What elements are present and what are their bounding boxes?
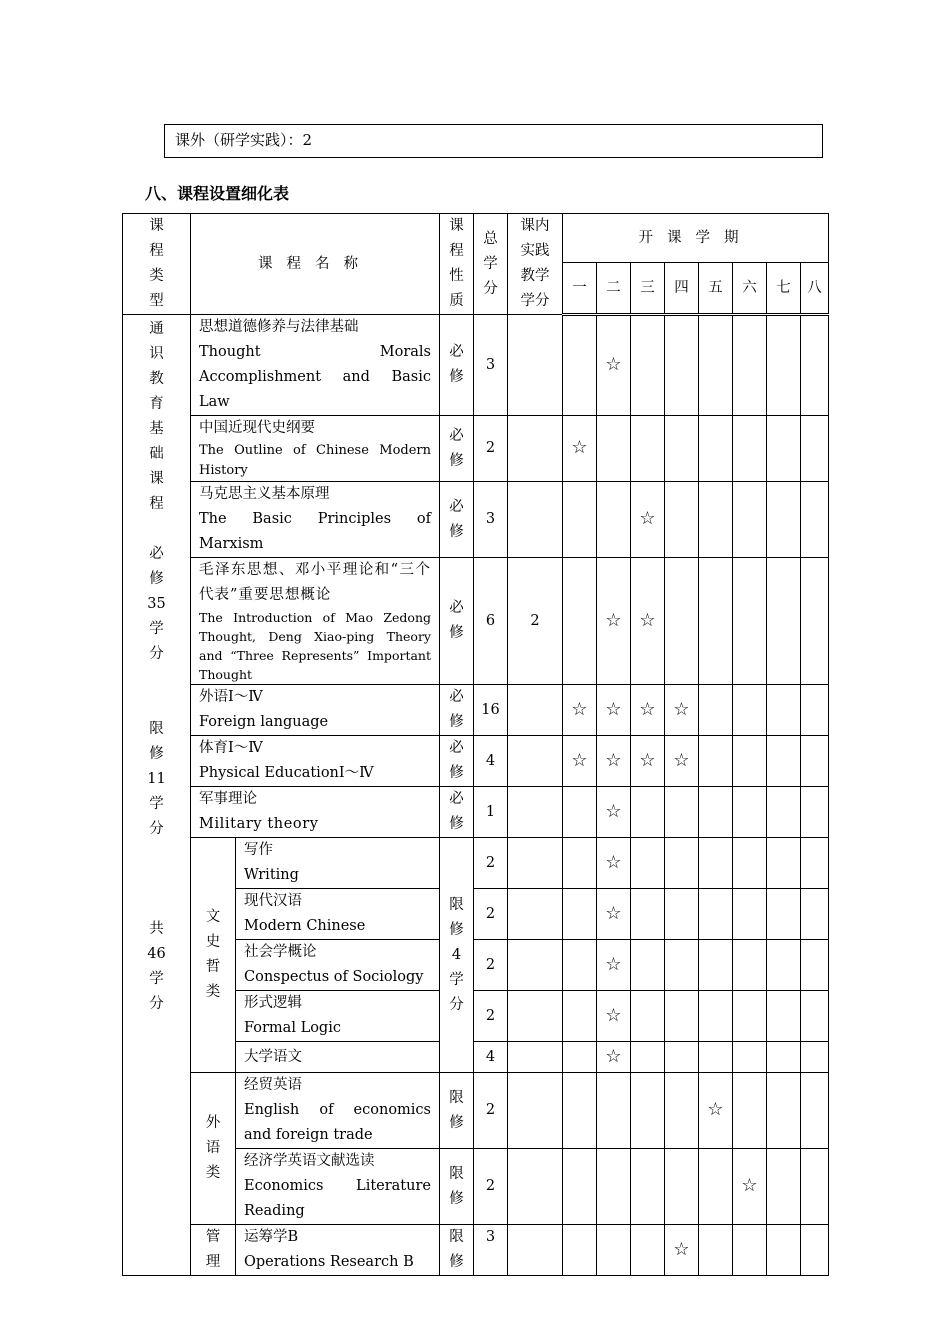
course-nature: 必修 [440, 787, 474, 838]
header-total-credit: 总学分 [474, 214, 508, 315]
course-name-en: English of economics and foreign trade [244, 1102, 431, 1143]
subcategory-foreign: 外语类 [191, 1073, 236, 1225]
semester-cell [733, 889, 767, 940]
semester-star-mark: ☆ [639, 508, 656, 529]
course-name-cn: 思想道德修养与法律基础 [199, 319, 359, 335]
semester-cell [665, 315, 699, 416]
course-name-cn: 外语Ⅰ～Ⅳ [199, 689, 263, 705]
course-name-cell [236, 838, 440, 889]
semester-cell [801, 991, 829, 1042]
header-nature: 课程性质 [440, 214, 474, 315]
semester-cell [631, 416, 665, 482]
semester-cell [665, 685, 699, 736]
semester-cell [563, 558, 597, 685]
semester-cell [699, 558, 733, 685]
semester-cell [597, 991, 631, 1042]
semester-cell [631, 685, 665, 736]
semester-cell [563, 1073, 597, 1149]
course-credit: 2 [474, 1073, 508, 1149]
course-credit: 2 [474, 838, 508, 889]
course-credit: 2 [474, 1149, 508, 1225]
course-name-cn: 大学语文 [244, 1048, 302, 1065]
table-row [123, 315, 829, 416]
semester-cell [733, 940, 767, 991]
course-credit: 1 [474, 787, 508, 838]
course-credit: 3 [474, 315, 508, 416]
semester-cell [563, 1225, 597, 1276]
semester-cell [631, 482, 665, 558]
semester-cell [597, 685, 631, 736]
course-name-cell [236, 889, 440, 940]
semester-cell [801, 787, 829, 838]
semester-star-mark: ☆ [605, 698, 622, 720]
course-name-en: Conspectus of Sociology [244, 969, 424, 985]
table-row [123, 838, 829, 889]
semester-cell [563, 685, 597, 736]
semester-cell [733, 1042, 767, 1073]
semester-cell [597, 787, 631, 838]
semester-cell [699, 736, 733, 787]
course-name-cn: 写作 [244, 842, 273, 858]
semester-star-mark: ☆ [605, 851, 622, 873]
semester-cell [733, 736, 767, 787]
semester-cell [733, 991, 767, 1042]
course-name-en: Operations Research B [244, 1254, 414, 1270]
course-name-cn: 体育Ⅰ～Ⅳ [199, 740, 263, 756]
semester-cell [631, 991, 665, 1042]
course-name-en: Modern Chinese [244, 918, 366, 934]
course-name-cell [191, 482, 440, 558]
course-name-en: Writing [244, 867, 299, 883]
semester-cell [733, 787, 767, 838]
course-name-en: The Basic Principles of Marxism [199, 511, 431, 552]
category-cell [123, 315, 191, 1276]
semester-cell [699, 838, 733, 889]
semester-cell [767, 416, 801, 482]
course-practice [508, 1225, 563, 1276]
semester-cell [767, 558, 801, 685]
semester-cell [767, 1225, 801, 1276]
semester-cell [665, 991, 699, 1042]
course-credit: 16 [474, 685, 508, 736]
semester-cell [733, 416, 767, 482]
semester-star-mark: ☆ [605, 609, 622, 631]
course-practice [508, 1149, 563, 1225]
semester-cell [699, 787, 733, 838]
course-name-cn: 现代汉语 [244, 893, 302, 909]
course-practice: 2 [508, 558, 563, 685]
semester-cell [767, 889, 801, 940]
semester-cell [801, 558, 829, 685]
semester-cell [597, 1149, 631, 1225]
course-practice [508, 736, 563, 787]
semester-cell [801, 315, 829, 416]
table-row [123, 482, 829, 558]
semester-cell [631, 838, 665, 889]
course-name-cell [191, 685, 440, 736]
header-category: 课程类型 [123, 214, 191, 315]
semester-cell [631, 558, 665, 685]
course-name-cell [236, 1225, 440, 1276]
semester-cell [699, 1042, 733, 1073]
course-credit: 2 [474, 991, 508, 1042]
semester-star-mark: ☆ [707, 1099, 724, 1120]
semester-star-mark: ☆ [571, 698, 588, 720]
semester-cell [597, 416, 631, 482]
semester-cell [665, 889, 699, 940]
semester-cell [665, 736, 699, 787]
semester-cell [597, 1042, 631, 1073]
course-credit: 2 [474, 889, 508, 940]
semester-cell [801, 416, 829, 482]
course-nature: 必修 [440, 315, 474, 416]
course-name-cn: 形式逻辑 [244, 995, 302, 1011]
semester-star-mark: ☆ [605, 354, 622, 375]
course-practice [508, 416, 563, 482]
semester-cell [767, 1073, 801, 1149]
category-total-label: 共46学分 [147, 921, 166, 1012]
table-row [123, 1073, 829, 1149]
course-nature: 限修 [440, 1225, 474, 1276]
semester-cell [631, 1149, 665, 1225]
course-nature: 限修 [440, 1149, 474, 1225]
semester-star-mark: ☆ [741, 1175, 758, 1196]
course-name-cell [236, 1073, 440, 1149]
semester-cell [801, 940, 829, 991]
extracurricular-text: 课外（研学实践）：2 [175, 131, 313, 149]
course-name-en: Thought Morals Accomplishment and Basic Law [199, 344, 431, 410]
course-practice [508, 889, 563, 940]
course-name-cell [236, 991, 440, 1042]
table-row [123, 416, 829, 482]
course-practice [508, 940, 563, 991]
semester-cell [631, 889, 665, 940]
semester-cell [699, 685, 733, 736]
semester-star-mark: ☆ [605, 1004, 622, 1026]
header-practice-credit: 课内实践教学学分 [508, 214, 563, 315]
semester-cell [631, 1042, 665, 1073]
course-name-cell [236, 940, 440, 991]
semester-cell [801, 685, 829, 736]
semester-cell [767, 787, 801, 838]
course-credit: 2 [474, 416, 508, 482]
semester-star-mark: ☆ [605, 902, 622, 924]
course-name-en: The Introduction of Mao Zedong Thought, Deng Xiao-ping Theory and “Three Represents” Important Thought [199, 610, 431, 682]
semester-cell [699, 889, 733, 940]
course-schedule-table [122, 213, 829, 1276]
semester-cell [733, 1073, 767, 1149]
semester-cell [699, 482, 733, 558]
semester-cell [699, 991, 733, 1042]
category-limited-label: 限修11学分 [147, 721, 166, 837]
semester-cell [665, 482, 699, 558]
semester-star-mark: ☆ [571, 437, 588, 458]
course-practice [508, 1073, 563, 1149]
course-nature: 限修 [440, 1073, 474, 1149]
semester-cell [665, 1042, 699, 1073]
semester-cell [801, 482, 829, 558]
semester-header: 四 [665, 263, 699, 315]
semester-cell [733, 838, 767, 889]
semester-star-mark: ☆ [639, 698, 656, 720]
semester-cell [767, 940, 801, 991]
semester-cell [631, 940, 665, 991]
semester-cell [801, 1149, 829, 1225]
table-row [123, 558, 829, 685]
semester-cell [563, 838, 597, 889]
semester-cell [665, 940, 699, 991]
limited-group-nature: 限修4学分 [440, 838, 474, 1073]
course-name-en: Economics Literature Reading [244, 1178, 431, 1219]
semester-cell [563, 1149, 597, 1225]
course-name-cn: 毛泽东思想、邓小平理论和“三个代表”重要思想概论 [199, 562, 431, 603]
course-name-cell [191, 787, 440, 838]
course-nature: 必修 [440, 685, 474, 736]
semester-cell [801, 889, 829, 940]
semester-cell [597, 736, 631, 787]
semester-cell [767, 1149, 801, 1225]
semester-cell [563, 889, 597, 940]
course-credit: 4 [474, 1042, 508, 1073]
semester-cell [597, 940, 631, 991]
subcategory-management: 管理 [191, 1225, 236, 1276]
course-name-cn: 马克思主义基本原理 [199, 486, 330, 502]
semester-cell [767, 315, 801, 416]
course-credit: 3 [474, 482, 508, 558]
semester-cell [733, 685, 767, 736]
semester-cell [563, 736, 597, 787]
course-name-cell [191, 558, 440, 685]
semester-cell [665, 787, 699, 838]
semester-star-mark: ☆ [605, 749, 622, 771]
semester-star-mark: ☆ [673, 698, 690, 720]
semester-cell [597, 315, 631, 416]
course-name-cell [191, 416, 440, 482]
course-name-cn: 军事理论 [199, 791, 257, 807]
semester-header: 一 [563, 263, 597, 315]
semester-cell [631, 736, 665, 787]
subcategory-literature: 文史哲类 [191, 838, 236, 1073]
semester-star-mark: ☆ [639, 749, 656, 771]
course-name-en: Physical EducationⅠ～Ⅳ [199, 765, 374, 781]
semester-cell [563, 787, 597, 838]
table-row [123, 736, 829, 787]
table-row [123, 1225, 829, 1276]
section-heading: 八、课程设置细化表 [145, 184, 290, 203]
semester-cell [665, 838, 699, 889]
table-row [123, 685, 829, 736]
semester-cell [665, 1073, 699, 1149]
semester-cell [563, 482, 597, 558]
course-practice [508, 1042, 563, 1073]
semester-cell [665, 558, 699, 685]
semester-cell [733, 315, 767, 416]
course-name-en: Military theory [199, 816, 319, 832]
course-name-cell [191, 315, 440, 416]
semester-cell [563, 991, 597, 1042]
semester-cell [767, 482, 801, 558]
semester-cell [801, 1225, 829, 1276]
category-required-label: 必修35学分 [147, 546, 166, 662]
course-name-cn: 运筹学B [244, 1229, 299, 1245]
extracurricular-box [164, 124, 823, 158]
semester-cell [733, 558, 767, 685]
course-name-cn: 社会学概论 [244, 944, 317, 960]
course-credit: 6 [474, 558, 508, 685]
course-name-en: Formal Logic [244, 1020, 341, 1036]
semester-cell [665, 1149, 699, 1225]
course-nature: 必修 [440, 416, 474, 482]
semester-cell [733, 482, 767, 558]
semester-cell [767, 838, 801, 889]
semester-cell [563, 416, 597, 482]
semester-cell [597, 558, 631, 685]
course-nature: 必修 [440, 736, 474, 787]
semester-cell [665, 1225, 699, 1276]
course-nature: 必修 [440, 482, 474, 558]
course-name-cell [236, 1042, 440, 1073]
course-name-cn: 经贸英语 [244, 1077, 302, 1093]
semester-cell [699, 1149, 733, 1225]
semester-cell [597, 1225, 631, 1276]
course-name-en: Foreign language [199, 714, 329, 730]
semester-star-mark: ☆ [673, 1238, 690, 1260]
semester-cell [699, 1225, 733, 1276]
header-course-name: 课程名称 [191, 214, 440, 315]
course-name-cn: 中国近现代史纲要 [199, 420, 315, 436]
semester-star-mark: ☆ [605, 1045, 622, 1067]
semester-star-mark: ☆ [605, 800, 622, 822]
semester-cell [563, 940, 597, 991]
semester-header: 六 [733, 263, 767, 315]
course-name-cell [236, 1149, 440, 1225]
course-practice [508, 787, 563, 838]
semester-cell [699, 416, 733, 482]
course-credit: 3 [474, 1225, 508, 1276]
course-practice [508, 838, 563, 889]
course-credit: 2 [474, 940, 508, 991]
semester-cell [597, 1073, 631, 1149]
semester-cell [767, 991, 801, 1042]
course-name-cn: 经济学英语文献选读 [244, 1153, 375, 1169]
course-name-en: The Outline of Chinese Modern History [199, 443, 431, 478]
semester-cell [631, 1073, 665, 1149]
course-practice [508, 991, 563, 1042]
semester-cell [631, 1225, 665, 1276]
table-row [123, 787, 829, 838]
semester-header: 五 [699, 263, 733, 315]
semester-cell [699, 315, 733, 416]
course-name-cell [191, 736, 440, 787]
semester-cell [563, 315, 597, 416]
semester-cell [597, 838, 631, 889]
semester-cell [733, 1149, 767, 1225]
semester-header: 二 [597, 263, 631, 315]
semester-star-mark: ☆ [673, 749, 690, 771]
semester-header: 三 [631, 263, 665, 315]
semester-cell [563, 1042, 597, 1073]
semester-cell [631, 787, 665, 838]
semester-cell [801, 736, 829, 787]
semester-header: 七 [767, 263, 801, 315]
semester-star-mark: ☆ [571, 749, 588, 771]
course-credit: 4 [474, 736, 508, 787]
semester-cell [767, 685, 801, 736]
course-nature: 必修 [440, 558, 474, 685]
course-practice [508, 482, 563, 558]
semester-cell [801, 1073, 829, 1149]
semester-cell [597, 889, 631, 940]
semester-cell [699, 1073, 733, 1149]
semester-cell [699, 940, 733, 991]
course-practice [508, 685, 563, 736]
course-practice [508, 315, 563, 416]
semester-header: 八 [801, 263, 829, 315]
semester-cell [767, 736, 801, 787]
category-main-label: 通识教育基础课程 [149, 321, 164, 512]
semester-star-mark: ☆ [605, 953, 622, 975]
semester-cell [733, 1225, 767, 1276]
semester-cell [631, 315, 665, 416]
semester-cell [767, 1042, 801, 1073]
semester-cell [665, 416, 699, 482]
semester-cell [597, 482, 631, 558]
header-semester-group: 开课学期 [563, 214, 829, 263]
semester-cell [801, 1042, 829, 1073]
semester-star-mark: ☆ [639, 609, 656, 631]
semester-cell [801, 838, 829, 889]
